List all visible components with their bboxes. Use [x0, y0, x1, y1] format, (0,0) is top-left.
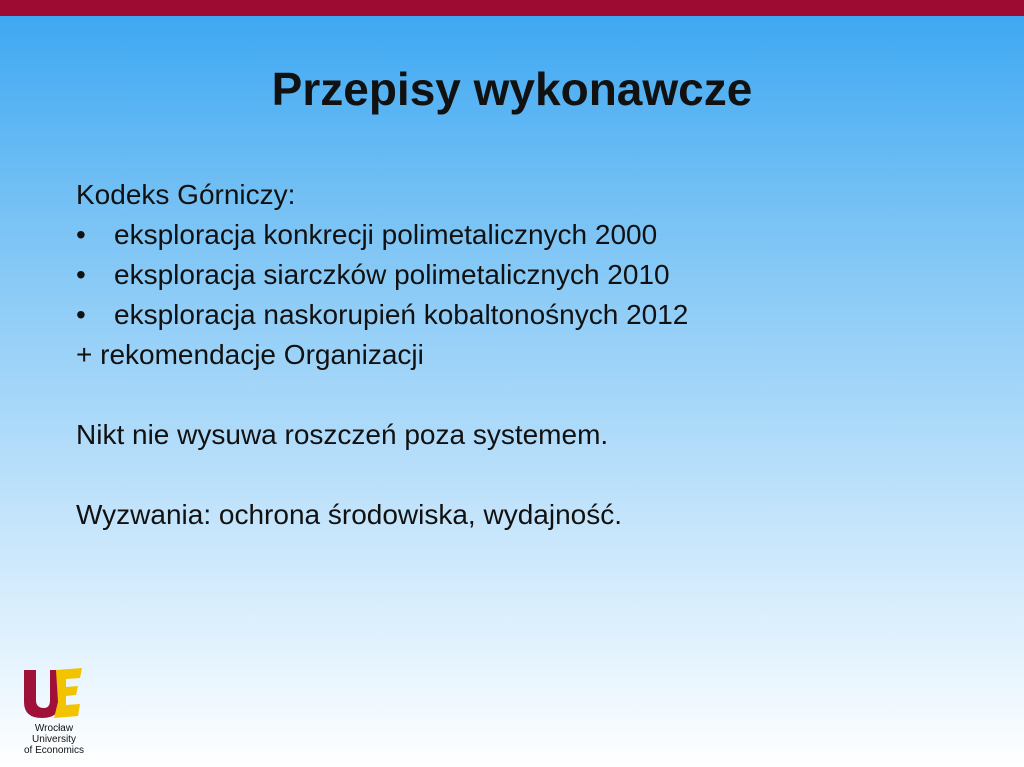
bullet-item: [76, 215, 976, 255]
spacer: [76, 375, 976, 415]
top-accent-bar: [0, 0, 1024, 16]
bullet-text: eksploracja konkrecji polimetalicznych 2000: [114, 219, 658, 250]
logo-u-shape: [24, 670, 60, 718]
paragraph-claims: Nikt nie wysuwa roszczeń poza systemem.: [76, 419, 609, 450]
logo-line: of Economics: [23, 745, 85, 756]
logo-e-shape: [54, 668, 82, 718]
slide-body: [76, 175, 976, 535]
logo-line: University: [32, 734, 76, 745]
bullet-text: eksploracja naskorupień kobaltonośnych 2012: [114, 299, 689, 330]
slide-title: Przepisy wykonawcze: [271, 63, 753, 115]
bullet-item: [76, 295, 976, 335]
spacer: [76, 455, 976, 495]
paragraph-challenges: Wyzwania: ochrona środowiska, wydajność.: [76, 499, 622, 530]
intro-text: Kodeks Górniczy:: [76, 179, 296, 210]
bullet-item: [76, 255, 976, 295]
bullet-marker: •: [76, 219, 86, 250]
bullet-marker: •: [76, 299, 86, 330]
logo-line: Wrocław: [34, 723, 74, 734]
logo-caption: [14, 723, 94, 756]
bullet-marker: •: [76, 259, 86, 290]
bullet-text: eksploracja siarczków polimetalicznych 2010: [114, 259, 670, 290]
note-text: + rekomendacje Organizacji: [76, 339, 424, 370]
